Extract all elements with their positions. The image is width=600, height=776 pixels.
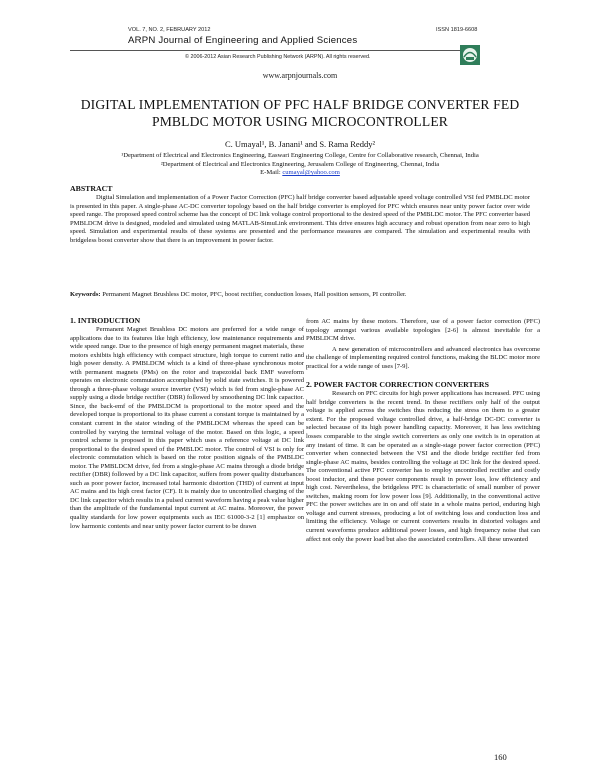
abstract-body bbox=[70, 194, 530, 245]
section1-continued bbox=[306, 318, 540, 371]
section1-paragraph-1: Permanent Magnet Brushless DC motors are preferred for a wide range of applications due to its features like high efficiency, low maintenance requirements and wide speed range. Due to the presence of high energy permanent magnet materials, these motors exhibits high efficiency with compact structure, high torque to current ratio and high power density. A PMBLDCM which is a kind of three-phase synchronous motor with permanent magnets (PMs) on the rotor and trapezoidal back EMF waveform operates on electronic commutation accomplished by solid state switches. It is powered through a three-phase voltage source inverter (VSI) which is fed from single-phase AC supply using a diode bridge rectifier (DBR) followed by smoothening DC link capacitor. Since, the back-emf of the PMBLDCM is proportional to the motor speed and the developed torque is proportional to its phase current a constant torque is maintained by a constant current in the stator winding of the PMBLDCM whereas the speed can be controlled by varying the terminal voltage of the motor. Based on this logic, a speed control scheme is proposed in this paper which uses a reference voltage at DC link proportional to the desired speed of the PMBLDC motor. The control of VSI is only for electronic commutation which is based on the rotor position signals of the PMBLDC motor. The PMBLDCM drive, fed from a single-phase AC mains through a diode bridge rectifier (DBR) followed by a DC link capacitor, suffers from power quality disturbances such as poor power factor, increased total harmonic distortion (THD) of current at input AC mains and its high crest factor (CF). It is mainly due to uncontrolled charging of the DC link capacitor which results in a pulsed current waveform having a peak value higher than the amplitude of the fundamental input current at AC mains. Moreover, the power quality standards for low power equipments such as IEC 61000-3-2 [1] emphasize on low harmonic contents and near unity power factor current to be drawn bbox=[70, 326, 304, 530]
keywords bbox=[70, 291, 530, 300]
keywords-text: Permanent Magnet Brushless DC motor, PFC, boost rectifier, conduction losses, Hall position sensors, PI controller. bbox=[100, 291, 407, 298]
section1-paragraph-3: A new generation of microcontrollers and advanced electronics has overcome the challenge of implementing required control functions, making the BLDC motor more practical for a wide range of uses [7-9]. bbox=[306, 345, 540, 370]
affiliation-2: ²Department of Electrical and Electronics Engineering, Jerusalem College of Engineering, Chennai, India bbox=[160, 160, 440, 168]
paper-title bbox=[60, 96, 540, 130]
website: www.arpnjournals.com bbox=[262, 71, 338, 80]
title-line-2: PMBLDC MOTOR USING MICROCONTROLLER bbox=[151, 114, 448, 129]
email-line bbox=[0, 169, 600, 178]
left-column bbox=[70, 316, 304, 531]
abstract-text: Digital Simulation and implementation of a Power Factor Correction (PFC) half bridge converter based adjustable speed voltage controlled VSI fed PMBLDC motor is presented in this paper. A single-phase AC-DC converter topology based on the half bridge converter is employed for PFC which ensures near unity power factor over wide speed range. The proposed speed control scheme has the concept of DC link voltage control proportional to the desired speed of the PMBLDC motor. The PFC converter based PMBLDCM drive is designed, modeled and simulated using MATLAB-SimuLink environment. This drive ensures high accuracy and robust operation from near zero to high speed. Simulation and experimental results of these systems are presented and the performance measures are compared. The simulation and experimental results with bridgeless boost converter show that there is an improvement in power factor. bbox=[70, 194, 530, 244]
title-line-1: DIGITAL IMPLEMENTATION OF PFC HALF BRIDGE CONVERTER FED bbox=[80, 97, 520, 112]
section1-heading: 1. INTRODUCTION bbox=[70, 316, 141, 325]
section2-body bbox=[306, 390, 540, 544]
abstract-heading: ABSTRACT bbox=[70, 184, 113, 193]
affiliations bbox=[0, 152, 600, 178]
email-link[interactable]: cumayal@yahoo.com bbox=[282, 169, 340, 177]
arpn-logo-icon bbox=[460, 45, 480, 65]
copyright: © 2006-2012 Asian Research Publishing Network (ARPN). All rights reserved. bbox=[185, 54, 371, 60]
right-column bbox=[306, 318, 540, 544]
email-label: E-Mail: bbox=[260, 169, 283, 177]
keywords-label: Keywords: bbox=[70, 291, 101, 298]
page-number: 160 bbox=[494, 752, 507, 762]
section1-paragraph-2: from AC mains by these motors. Therefore, use of a power factor correction (PFC) topology amongst various available topologies [2-6] is almost inevitable for a PMBLDCM drive. bbox=[306, 318, 540, 343]
volume-line: VOL. 7, NO. 2, FEBRUARY 2012 bbox=[128, 27, 211, 33]
section1-body bbox=[70, 326, 304, 531]
issn: ISSN 1819-6608 bbox=[436, 27, 478, 33]
journal-name: ARPN Journal of Engineering and Applied Sciences bbox=[128, 35, 358, 46]
header-rule bbox=[70, 50, 465, 51]
affiliation-1: ¹Department of Electrical and Electronics Engineering, Easwari Engineering College, Centre for Collaborative research, Chennai, India bbox=[121, 152, 479, 159]
section2-heading: 2. POWER FACTOR CORRECTION CONVERTERS bbox=[306, 380, 489, 390]
authors: C. Umayal¹, B. Janani¹ and S. Rama Reddy² bbox=[225, 139, 375, 149]
section2-paragraph-1: Research on PFC circuits for high power applications has increased. PFC using half bridge converters is the recent trend. In these rectifiers only half of the output voltage is applied across the switches thus reducing the stress on them to a greater extent. For the proposed voltage controlled drive, a half-bridge DC-DC converter is selected because of its high power handling capacity. Moreover, it has less switching losses comparable to the single switch converters as only one switch is in operation at any instant of time. It can be operated as a single-stage power factor correction (PFC) converter when connected between the VSI and the diode bridge rectifier fed from single-phase AC mains, besides controlling the voltage at DC link for the desired speed. The conventional active PFC converter has to employ uncontrolled rectifier and costly boost inductor, and these power components result in power loss, low efficiency and high cost. Nevertheless, the bridgeless PFC is characteristic of small number of power switches, making room for low power loss [9]. Additionally, in the conventional active PFC the power switches are in on and off state in a whole mains period, enduring high voltage and current stresses, producing a lot of switching loss and conduction loss and limiting the efficiency. Voltage or current converters results in distorted voltages and current waveforms produce additional power losses, and high frequency noise that can affect not only the power load but also the associated controllers. All these unwanted bbox=[306, 390, 540, 543]
